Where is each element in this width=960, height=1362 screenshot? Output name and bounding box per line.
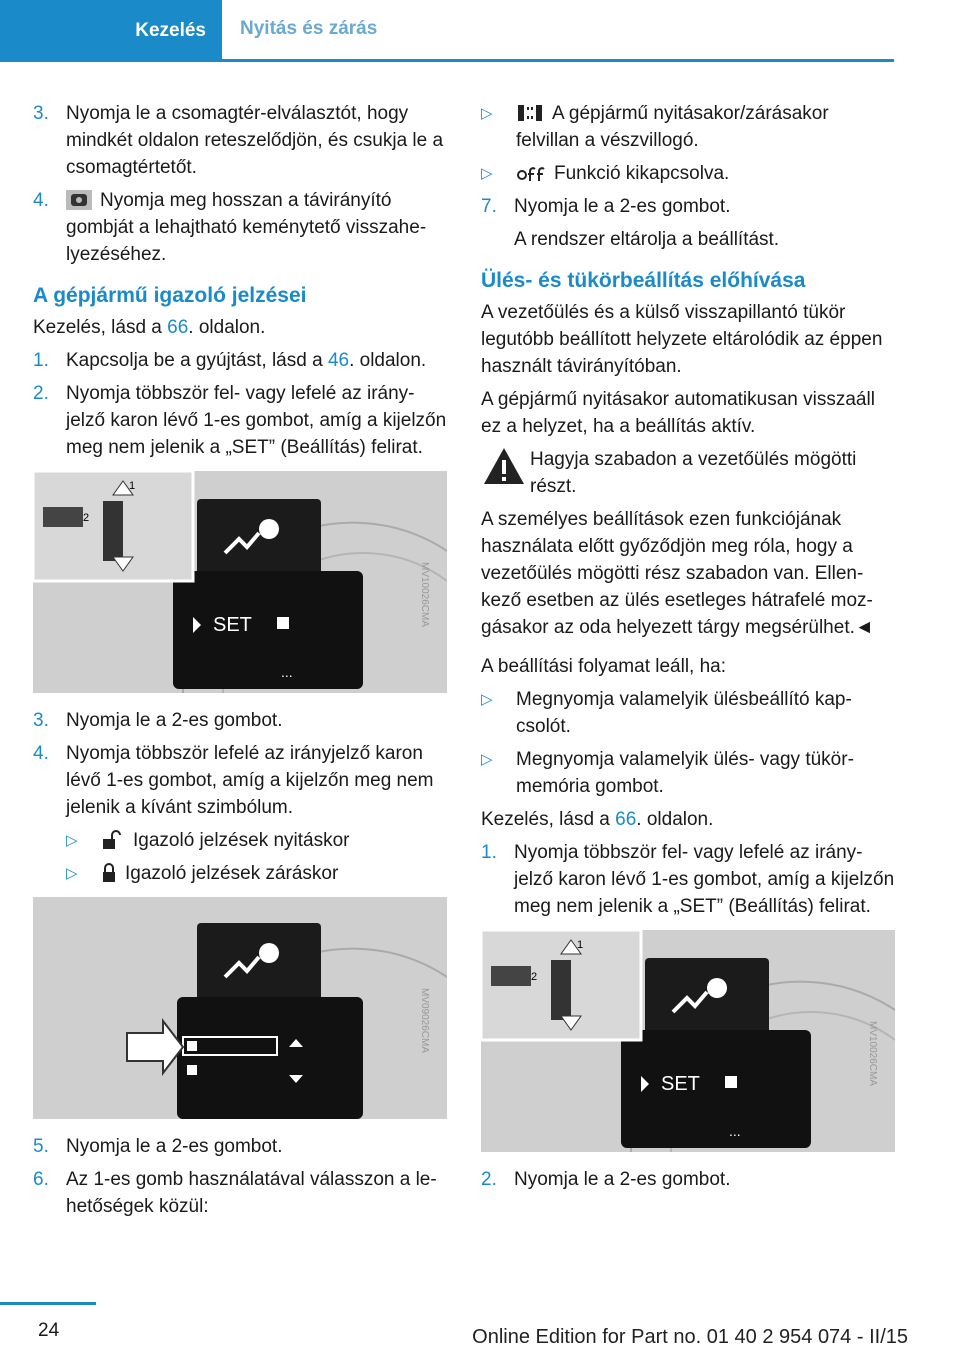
right-column xyxy=(481,100,895,1199)
bullet-arrow-icon: ▷ xyxy=(481,751,493,768)
paragraph: A vezetőülés és a külső visszapillantó tükör legutóbb beállított helyzete eltárolódik az éppen használt távirányítóban. xyxy=(481,302,883,377)
lock-icon xyxy=(101,863,117,883)
reference: Kezelés, lásd a 66. oldalon. xyxy=(33,317,266,338)
footer-rule xyxy=(0,1302,96,1305)
bullet-arrow-icon: ▷ xyxy=(481,105,493,122)
list-item: 4. Nyomja többször lefelé az irányjelző karon lévő 1-es gombot, amíg a kijelzőn meg nem jelenik a kívánt szimbólum. xyxy=(33,743,434,818)
page-link[interactable]: 46 xyxy=(327,350,350,371)
hazard-flash-icon xyxy=(516,103,544,123)
bullet-item: ▷ A gépjármű nyitásakor/zárásakor felvillan a vészvillogó. xyxy=(481,100,895,154)
paragraph: A beállítási folyamat leáll, ha: xyxy=(481,656,727,677)
section-heading: A gépjármű igazoló jelzései xyxy=(33,284,307,307)
instrument-cluster-photo xyxy=(33,471,447,693)
section-heading: Ülés- és tükörbeállítás előhívása xyxy=(481,269,806,292)
paragraph: A személyes beállítások ezen funkciójának használata előtt győződjön meg róla, hogy a vezetőülés mögötti rész szabadon van. Ellenkező esetben az ülés esetleges hátrafelé mozgásakor az oda helyezett tárgy megsérülhet.◄ xyxy=(481,509,874,638)
image-watermark: MV10026CMA xyxy=(418,561,430,628)
list-item: 1. Kapcsolja be a gyújtást, lásd a 46. oldalon. xyxy=(33,350,427,371)
unlock-icon xyxy=(101,830,125,850)
header-tabs xyxy=(0,0,894,62)
left-column xyxy=(33,100,447,1226)
page-number: 24 xyxy=(38,1320,60,1341)
svg-text:2: 2 xyxy=(531,971,538,983)
paragraph: A gépjármű nyitásakor automatikusan visszaáll ez a helyzet, ha a beállítás aktív. xyxy=(481,389,875,437)
bullet-arrow-icon: ▷ xyxy=(481,691,493,708)
bullet-arrow-icon: ▷ xyxy=(481,165,493,182)
list-item: 6. Az 1-es gomb használatával válasszon a lehetőségek közül: xyxy=(33,1169,437,1217)
bullet-item: ▷ Megnyomja valamelyik ülésbeállító kapcsolót. xyxy=(481,686,895,740)
list-item: 2. Nyomja többször fel- vagy lefelé az irányjelző karon lévő 1-es gombot, amíg a kijelzőn meg nem jelenik a „SET” (Beállítás) felirat. xyxy=(33,383,447,458)
list-item: 7. Nyomja le a 2-es gombot. xyxy=(481,196,731,217)
instrument-cluster-photo xyxy=(33,897,447,1119)
reference: Kezelés, lásd a 66. oldalon. xyxy=(481,809,714,830)
warning-box xyxy=(481,446,895,500)
bullet-item: ▷ Igazoló jelzések nyitáskor xyxy=(66,827,447,854)
bullet-item: ▷ Igazoló jelzések záráskor xyxy=(66,860,447,887)
bullet-arrow-icon: ▷ xyxy=(66,865,78,882)
header-rule xyxy=(0,59,894,62)
tab-nyitas-es-zaras[interactable]: Nyitás és zárás xyxy=(240,18,378,39)
list-item: 3. Nyomja le a csomagtér-elválasztót, hogy mindkét oldalon reteszelődjön, és csukja le a csomagtértetőt. xyxy=(33,103,444,178)
svg-text:1: 1 xyxy=(129,480,136,492)
function-off-icon xyxy=(516,163,546,183)
edition-text: Online Edition for Part no. 01 40 2 954 074 - II/15 xyxy=(472,1326,908,1348)
step-note: A rendszer eltárolja a beállítást. xyxy=(514,229,780,250)
list-item: 3. Nyomja le a 2-es gombot. xyxy=(33,710,283,731)
page-link[interactable]: 66 xyxy=(167,317,189,338)
image-watermark: MV10026CMA xyxy=(866,1020,878,1087)
svg-text:1: 1 xyxy=(577,939,584,951)
svg-text:...: ... xyxy=(729,1123,741,1139)
svg-text:2: 2 xyxy=(83,512,90,524)
list-item: 4. Nyomja meg hosszan a távirányító gombját a lehajtható keménytető visszahelyezéséhez. xyxy=(33,190,427,265)
instrument-cluster-photo xyxy=(481,930,895,1152)
image-watermark: MV09026CMA xyxy=(418,987,430,1054)
display-set-text: SET xyxy=(213,614,252,636)
list-item: 2. Nyomja le a 2-es gombot. xyxy=(481,1169,731,1190)
warning-icon xyxy=(481,446,527,486)
display-set-text: SET xyxy=(661,1073,700,1095)
remote-key-icon xyxy=(66,190,92,210)
page-link[interactable]: 66 xyxy=(615,809,637,830)
list-item: 5. Nyomja le a 2-es gombot. xyxy=(33,1136,283,1157)
list-item: 1. Nyomja többször fel- vagy lefelé az irányjelző karon lévő 1-es gombot, amíg a kijelzőn meg nem jelenik a „SET” (Beállítás) felirat. xyxy=(481,842,895,917)
bullet-item: ▷ Funkció kikapcsolva. xyxy=(481,160,895,187)
bullet-arrow-icon: ▷ xyxy=(66,832,78,849)
svg-text:...: ... xyxy=(281,664,293,680)
bullet-item: ▷ Megnyomja valamelyik ülés- vagy tükörmemória gombot. xyxy=(481,746,895,800)
warning-text: Hagyja szabadon a vezetőülés mögötti részt. xyxy=(530,449,857,497)
tab-kezeles[interactable]: Kezelés xyxy=(0,0,222,62)
